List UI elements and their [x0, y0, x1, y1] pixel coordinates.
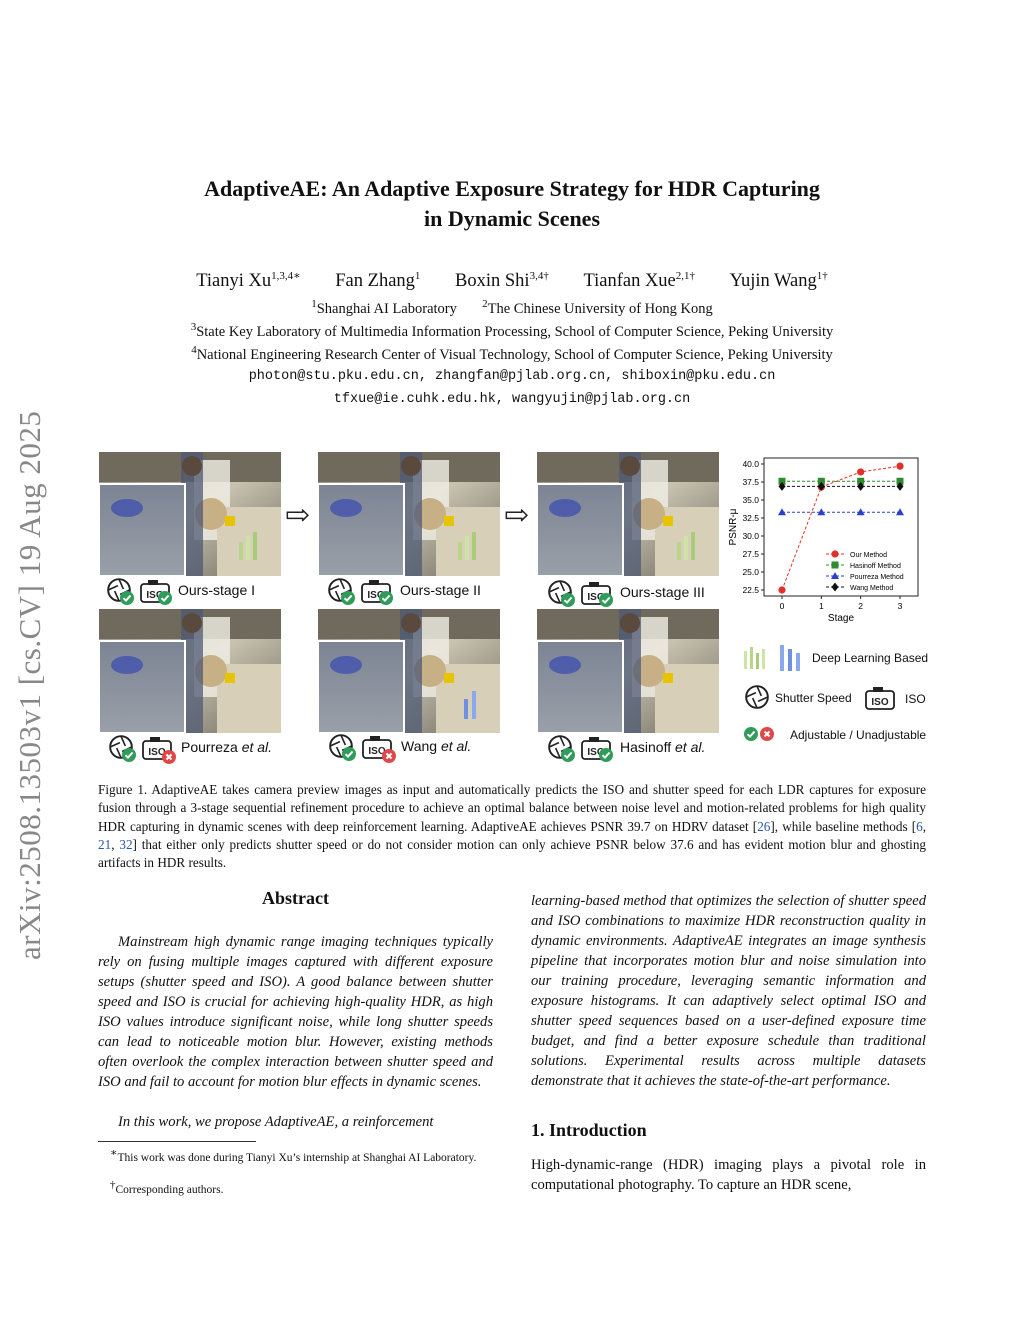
legend-entry: Pourreza Method — [850, 574, 904, 581]
y-axis-label: PSNR-μ — [728, 508, 739, 546]
y-tick-label: 25.0 — [742, 567, 759, 577]
y-tick-label: 37.5 — [742, 477, 759, 487]
author: Yujin Wang$^{1\dagger}$ — [729, 270, 828, 292]
panel-label-stage-1 — [106, 577, 176, 612]
paper-title — [0, 174, 1024, 234]
title-line-1: AdaptiveAE: An Adaptive Exposure Strategy for HDR Capturing — [204, 176, 820, 201]
psnr-chart — [724, 452, 924, 627]
footnote-1: ∗This work was done during Tianyi Xu’s internship at Shanghai AI Laboratory. — [110, 1147, 477, 1164]
title-line-2: in Dynamic Scenes — [424, 206, 600, 231]
shutter-iso-icons — [106, 577, 176, 607]
legend-entry: Our Method — [850, 552, 887, 559]
legend-entry: Hasinoff Method — [850, 563, 901, 570]
data-point — [896, 463, 903, 470]
shutter-iso-icons — [327, 577, 397, 607]
abstract-paragraph-2: In this work, we propose AdaptiveAE, a reinforcement — [118, 1114, 434, 1130]
label-hasinoff: Hasinoff et al. — [620, 739, 706, 755]
data-point — [778, 586, 785, 593]
legend-deep-learning-icon — [742, 643, 810, 678]
introduction-text: High-dynamic-range (HDR) imaging plays a pivotal role in computational photography. To capture an HDR scene, — [531, 1157, 926, 1193]
image-wang — [318, 609, 500, 733]
y-tick-label: 27.5 — [742, 549, 759, 559]
data-point — [857, 468, 864, 475]
x-tick-label: 1 — [818, 601, 824, 611]
abstract-paragraph-1: Mainstream high dynamic range imaging techniques typically rely on fusing multiple images captured with different exposure setups (shutter speed and ISO). A good balance between shutter speed and ISO is crucial for achieving high-quality HDR, as high ISO values introduce significant noise, while long shutter speeds can lead to noticeable motion blur. However, existing methods often overlook the complex interaction between shutter speed and ISO and fail to account for motion blur effects in dynamic scenes. — [98, 934, 493, 1090]
citation-link[interactable]: 26 — [757, 818, 771, 834]
label-ours-stage-2: Ours-stage II — [400, 582, 481, 598]
legend-deep-learning-label: Deep Learning Based — [812, 651, 929, 665]
shutter-iso-icons — [547, 579, 617, 609]
shutter-iso-icons — [328, 733, 400, 765]
abstract-paragraph-2-continued: learning-based method that optimizes the selection of shutter speed and ISO combinations to maximize HDR reconstruction quality in dynamic environments. AdaptiveAE integrates an image synthesis pipeline that incorporates motion blur and noise simulation into our training procedure, leveraging semantic information and exposure histograms. It can adaptively select optimal ISO and shutter speed sequences based on a user-defined exposure time budget, and find a better exposure schedule than traditional solutions. Experimental results across multiple datasets demonstrate that it achieves the state-of-the-art performance. — [531, 893, 926, 1089]
section-heading-introduction: 1. Introduction — [531, 1120, 647, 1140]
panel-label-stage-2 — [327, 577, 397, 612]
y-tick-label: 22.5 — [742, 585, 759, 595]
arrow-right-icon: ⇨ — [285, 499, 311, 532]
image-ours-stage-3 — [537, 452, 719, 576]
image-ours-stage-2 — [318, 452, 500, 576]
footnote-2: †Corresponding authors. — [110, 1179, 224, 1196]
citation-link[interactable]: 21 — [98, 836, 112, 852]
arxiv-stamp: arXiv:2508.13503v1 [cs.CV] 19 Aug 2025 — [12, 410, 47, 960]
citation-link[interactable]: 6 — [916, 818, 923, 834]
y-tick-label: 40.0 — [742, 459, 759, 469]
panel-label-wang — [328, 733, 400, 770]
label-pourreza: Pourreza et al. — [181, 739, 273, 755]
panel-label-pourreza — [108, 734, 180, 771]
affiliation-line-1: $^1$Shanghai AI Laboratory $^2$The Chinese University of Hong Kong — [311, 298, 713, 317]
author: Tianyi $Xu^{1,3,4∗}$ — [196, 270, 301, 292]
x-axis-label: Stage — [827, 613, 855, 624]
footnote-rule — [98, 1141, 256, 1142]
emails-line-2: tfxue@ie.cuhk.edu.hk, wangyujin@pjlab.org.cn — [333, 392, 691, 407]
citation-link[interactable]: 32 — [119, 836, 133, 852]
affiliation-line-3: $^3$State Key Laboratory of Multimedia Information Processing, School of Computer Science, Peking University — [190, 321, 834, 340]
emails-line-1: photon@stu.pku.edu.cn, zhangfan@pjlab.org.cn, shiboxin@pku.edu.cn — [248, 369, 776, 384]
legend-iso-label: ISO — [905, 692, 926, 706]
legend-iso-icon — [865, 686, 897, 717]
label-wang: Wang et al. — [401, 738, 472, 754]
legend-adjustable-label: Adjustable / Unadjustable — [790, 728, 927, 742]
legend-adjustable-icon — [744, 726, 778, 747]
affiliation-line-4: $^4$National Engineering Research Center of Visual Technology, School of Computer Science, Peking University — [191, 344, 833, 363]
y-tick-label: 32.5 — [742, 513, 759, 523]
label-ours-stage-3: Ours-stage III — [620, 584, 705, 600]
author: Fan Zhang$^1$ — [335, 270, 421, 292]
label-ours-stage-1: Ours-stage I — [178, 582, 256, 598]
shutter-iso-icons — [547, 734, 619, 766]
arrow-right-icon: ⇨ — [504, 499, 530, 532]
image-hasinoff — [537, 609, 719, 733]
panel-label-hasinoff — [547, 734, 619, 771]
y-tick-label: 30.0 — [742, 531, 759, 541]
author: Boxin Shi$^{3,4\dagger}$ — [455, 270, 549, 292]
image-ours-stage-1 — [99, 452, 281, 576]
data-point — [831, 550, 838, 557]
legend-shutter-icon — [744, 684, 772, 717]
legend-shutter-label: Shutter Speed — [775, 691, 852, 705]
x-tick-label: 0 — [779, 601, 785, 611]
legend-entry: Wang Method — [850, 585, 894, 592]
author: Tianfan Xue$^{2,1\dagger}$ — [583, 270, 696, 292]
figure-caption: Figure 1. AdaptiveAE takes camera preview images as input and automatically predicts the ISO and shutter speed for each LDR captures for exposure fusion through a 3-stage sequential refinement procedure to achieve an optimal balance between noise level and motion-related problems for high quality HDR capturing in dynamic scenes with deep reinforcement learning. AdaptiveAE achieves PSNR 39.7 on HDRV dataset [26], while baseline methods [6, 21, 32] that either only predicts shutter speed or do not consider motion can only achieve PSNR below 37.6 and has evident motion blur and ghosting artifacts in HDR results. — [98, 782, 927, 871]
x-tick-label: 3 — [897, 601, 903, 611]
x-tick-label: 2 — [858, 601, 864, 611]
shutter-iso-icons — [108, 734, 180, 766]
author-list — [0, 269, 1024, 292]
y-tick-label: 35.0 — [742, 495, 759, 505]
data-point — [832, 562, 839, 569]
abstract-heading: Abstract — [262, 888, 329, 908]
image-pourreza — [99, 609, 281, 733]
